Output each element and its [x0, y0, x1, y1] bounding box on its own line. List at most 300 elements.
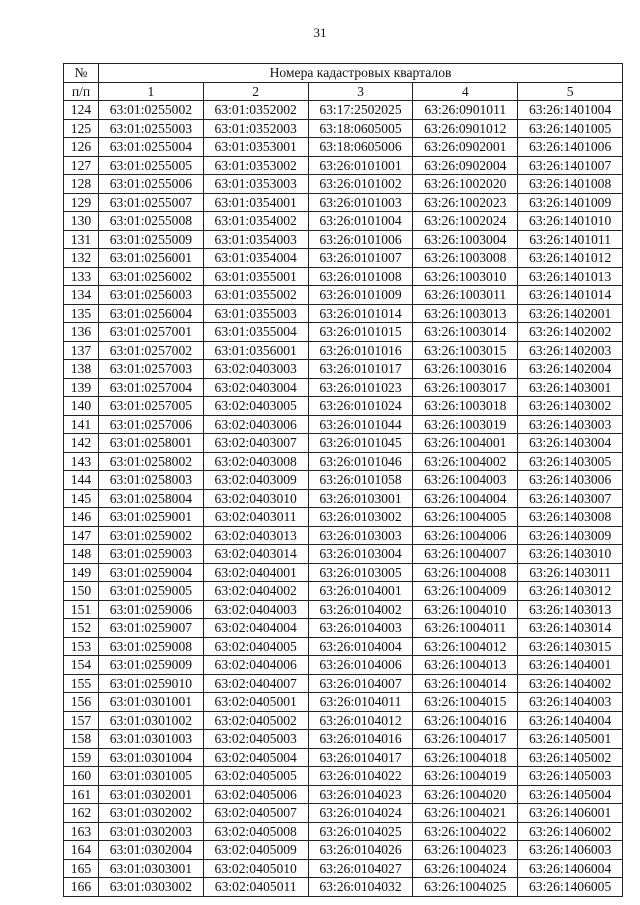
cadastral-number-cell: 63:26:1401013 — [518, 267, 623, 286]
cadastral-number-cell: 63:26:1401012 — [518, 249, 623, 268]
row-number-cell: 141 — [64, 415, 99, 434]
cadastral-number-cell: 63:26:1403011 — [518, 563, 623, 582]
cadastral-number-cell: 63:01:0258001 — [99, 434, 204, 453]
row-number-cell: 125 — [64, 119, 99, 138]
table-row — [64, 508, 623, 527]
cadastral-number-cell: 63:26:0104003 — [308, 619, 413, 638]
cadastral-number-cell: 63:01:0259008 — [99, 637, 204, 656]
cadastral-number-cell: 63:01:0259009 — [99, 656, 204, 675]
cadastral-number-cell: 63:01:0302001 — [99, 785, 204, 804]
cadastral-number-cell: 63:26:0101014 — [308, 304, 413, 323]
cadastral-number-cell: 63:02:0404004 — [203, 619, 308, 638]
cadastral-number-cell: 63:26:0104016 — [308, 730, 413, 749]
cadastral-number-cell: 63:26:1004015 — [413, 693, 518, 712]
table-row — [64, 859, 623, 878]
cadastral-number-cell: 63:26:1004004 — [413, 489, 518, 508]
cadastral-number-cell: 63:26:1004012 — [413, 637, 518, 656]
header-group-title: Номера кадастровых кварталов — [99, 64, 623, 83]
cadastral-number-cell: 63:26:1004010 — [413, 600, 518, 619]
cadastral-number-cell: 63:26:1403003 — [518, 415, 623, 434]
cadastral-number-cell: 63:26:1003014 — [413, 323, 518, 342]
cadastral-number-cell: 63:26:1003018 — [413, 397, 518, 416]
cadastral-number-cell: 63:26:1405003 — [518, 767, 623, 786]
cadastral-number-cell: 63:18:0605005 — [308, 119, 413, 138]
table-row — [64, 563, 623, 582]
cadastral-number-cell: 63:26:1403013 — [518, 600, 623, 619]
cadastral-number-cell: 63:26:1406004 — [518, 859, 623, 878]
cadastral-number-cell: 63:26:1004022 — [413, 822, 518, 841]
cadastral-number-cell: 63:26:1406005 — [518, 878, 623, 897]
cadastral-number-cell: 63:26:1402003 — [518, 341, 623, 360]
cadastral-number-cell: 63:01:0259010 — [99, 674, 204, 693]
cadastral-number-cell: 63:26:0101046 — [308, 452, 413, 471]
row-number-cell: 143 — [64, 452, 99, 471]
cadastral-number-cell: 63:26:0104024 — [308, 804, 413, 823]
cadastral-number-cell: 63:26:1404001 — [518, 656, 623, 675]
cadastral-number-cell: 63:01:0256004 — [99, 304, 204, 323]
row-number-cell: 146 — [64, 508, 99, 527]
row-number-cell: 155 — [64, 674, 99, 693]
table-row — [64, 397, 623, 416]
row-number-cell: 149 — [64, 563, 99, 582]
cadastral-number-cell: 63:02:0403004 — [203, 378, 308, 397]
row-number-cell: 154 — [64, 656, 99, 675]
cadastral-number-cell: 63:01:0355002 — [203, 286, 308, 305]
cadastral-number-cell: 63:26:1401010 — [518, 212, 623, 231]
row-number-cell: 136 — [64, 323, 99, 342]
cadastral-number-cell: 63:26:0103005 — [308, 563, 413, 582]
cadastral-number-cell: 63:02:0405006 — [203, 785, 308, 804]
cadastral-number-cell: 63:26:1403004 — [518, 434, 623, 453]
cadastral-number-cell: 63:18:0605006 — [308, 138, 413, 157]
cadastral-number-cell: 63:01:0354001 — [203, 193, 308, 212]
cadastral-number-cell: 63:01:0301004 — [99, 748, 204, 767]
table-row — [64, 822, 623, 841]
cadastral-number-cell: 63:01:0353002 — [203, 156, 308, 175]
cadastral-number-cell: 63:01:0257001 — [99, 323, 204, 342]
cadastral-number-cell: 63:01:0257002 — [99, 341, 204, 360]
header-row-top — [64, 64, 623, 83]
cadastral-number-cell: 63:26:1404002 — [518, 674, 623, 693]
cadastral-number-cell: 63:26:1403012 — [518, 582, 623, 601]
cadastral-number-cell: 63:26:0104006 — [308, 656, 413, 675]
cadastral-number-cell: 63:26:1003004 — [413, 230, 518, 249]
table-row — [64, 489, 623, 508]
cadastral-number-cell: 63:26:0104023 — [308, 785, 413, 804]
cadastral-number-cell: 63:26:1004008 — [413, 563, 518, 582]
column-number: 2 — [203, 82, 308, 101]
row-number-cell: 159 — [64, 748, 99, 767]
cadastral-number-cell: 63:26:1004025 — [413, 878, 518, 897]
row-number-cell: 150 — [64, 582, 99, 601]
table-row — [64, 471, 623, 490]
cadastral-number-cell: 63:01:0302004 — [99, 841, 204, 860]
cadastral-number-cell: 63:26:1401014 — [518, 286, 623, 305]
cadastral-number-cell: 63:26:1002020 — [413, 175, 518, 194]
table-row — [64, 600, 623, 619]
cadastral-number-cell: 63:26:1004003 — [413, 471, 518, 490]
row-number-cell: 138 — [64, 360, 99, 379]
cadastral-number-cell: 63:26:0104027 — [308, 859, 413, 878]
cadastral-number-cell: 63:02:0405011 — [203, 878, 308, 897]
cadastral-number-cell: 63:02:0405002 — [203, 711, 308, 730]
cadastral-number-cell: 63:26:1403010 — [518, 545, 623, 564]
cadastral-number-cell: 63:01:0255003 — [99, 119, 204, 138]
row-number-cell: 158 — [64, 730, 99, 749]
cadastral-number-cell: 63:26:0101017 — [308, 360, 413, 379]
header-no: № — [64, 64, 99, 83]
cadastral-number-cell: 63:01:0255004 — [99, 138, 204, 157]
table-row — [64, 526, 623, 545]
cadastral-number-cell: 63:26:0104002 — [308, 600, 413, 619]
table-row — [64, 878, 623, 897]
cadastral-number-cell: 63:01:0352002 — [203, 101, 308, 120]
cadastral-number-cell: 63:01:0256003 — [99, 286, 204, 305]
table-row — [64, 230, 623, 249]
row-number-cell: 147 — [64, 526, 99, 545]
cadastral-number-cell: 63:26:1002023 — [413, 193, 518, 212]
table-row — [64, 360, 623, 379]
cadastral-number-cell: 63:26:0103003 — [308, 526, 413, 545]
cadastral-number-cell: 63:02:0404001 — [203, 563, 308, 582]
cadastral-number-cell: 63:26:0101001 — [308, 156, 413, 175]
cadastral-number-cell: 63:26:1003008 — [413, 249, 518, 268]
cadastral-number-cell: 63:01:0301005 — [99, 767, 204, 786]
cadastral-number-cell: 63:26:0101016 — [308, 341, 413, 360]
cadastral-number-cell: 63:01:0354002 — [203, 212, 308, 231]
cadastral-number-cell: 63:26:1406002 — [518, 822, 623, 841]
cadastral-number-cell: 63:01:0353001 — [203, 138, 308, 157]
cadastral-number-cell: 63:26:0103001 — [308, 489, 413, 508]
cadastral-number-cell: 63:26:1405002 — [518, 748, 623, 767]
table-row — [64, 637, 623, 656]
cadastral-number-cell: 63:26:1401009 — [518, 193, 623, 212]
cadastral-number-cell: 63:01:0258002 — [99, 452, 204, 471]
row-number-cell: 129 — [64, 193, 99, 212]
table-row — [64, 341, 623, 360]
cadastral-number-cell: 63:26:0101008 — [308, 267, 413, 286]
cadastral-number-cell: 63:02:0403014 — [203, 545, 308, 564]
cadastral-number-cell: 63:01:0259002 — [99, 526, 204, 545]
cadastral-number-cell: 63:26:0104017 — [308, 748, 413, 767]
cadastral-number-cell: 63:26:0104026 — [308, 841, 413, 860]
cadastral-number-cell: 63:02:0404006 — [203, 656, 308, 675]
table-row — [64, 693, 623, 712]
column-number: 3 — [308, 82, 413, 101]
cadastral-number-cell: 63:01:0303001 — [99, 859, 204, 878]
cadastral-number-cell: 63:26:1004009 — [413, 582, 518, 601]
cadastral-number-cell: 63:26:1403007 — [518, 489, 623, 508]
cadastral-number-cell: 63:01:0255009 — [99, 230, 204, 249]
cadastral-number-cell: 63:26:0101015 — [308, 323, 413, 342]
cadastral-number-cell: 63:01:0355003 — [203, 304, 308, 323]
table-row — [64, 415, 623, 434]
table-row — [64, 286, 623, 305]
cadastral-number-cell: 63:26:1003015 — [413, 341, 518, 360]
cadastral-number-cell: 63:01:0255008 — [99, 212, 204, 231]
cadastral-number-cell: 63:01:0259003 — [99, 545, 204, 564]
table-row — [64, 841, 623, 860]
cadastral-number-cell: 63:26:0104025 — [308, 822, 413, 841]
cadastral-number-cell: 63:01:0257004 — [99, 378, 204, 397]
cadastral-number-cell: 63:26:0101058 — [308, 471, 413, 490]
cadastral-number-cell: 63:02:0403005 — [203, 397, 308, 416]
cadastral-number-cell: 63:26:1004006 — [413, 526, 518, 545]
cadastral-number-cell: 63:26:1004020 — [413, 785, 518, 804]
table-row — [64, 101, 623, 120]
cadastral-number-cell: 63:26:1406001 — [518, 804, 623, 823]
cadastral-number-cell: 63:26:0101002 — [308, 175, 413, 194]
cadastral-number-cell: 63:01:0354004 — [203, 249, 308, 268]
cadastral-number-cell: 63:01:0258003 — [99, 471, 204, 490]
table-row — [64, 452, 623, 471]
row-number-cell: 134 — [64, 286, 99, 305]
row-number-cell: 162 — [64, 804, 99, 823]
header-pp: п/п — [64, 82, 99, 101]
table-row — [64, 378, 623, 397]
table-body — [64, 101, 623, 897]
row-number-cell: 130 — [64, 212, 99, 231]
cadastral-number-cell: 63:26:0101044 — [308, 415, 413, 434]
cadastral-number-cell: 63:02:0403010 — [203, 489, 308, 508]
table-row — [64, 619, 623, 638]
cadastral-number-cell: 63:26:1004018 — [413, 748, 518, 767]
cadastral-number-cell: 63:26:0101023 — [308, 378, 413, 397]
cadastral-number-cell: 63:01:0255005 — [99, 156, 204, 175]
cadastral-number-cell: 63:26:0902004 — [413, 156, 518, 175]
cadastral-number-cell: 63:26:1004013 — [413, 656, 518, 675]
row-number-cell: 148 — [64, 545, 99, 564]
cadastral-number-cell: 63:01:0255002 — [99, 101, 204, 120]
cadastral-number-cell: 63:01:0257005 — [99, 397, 204, 416]
table-row — [64, 730, 623, 749]
row-number-cell: 166 — [64, 878, 99, 897]
table-row — [64, 785, 623, 804]
cadastral-number-cell: 63:26:0103004 — [308, 545, 413, 564]
cadastral-number-cell: 63:01:0353003 — [203, 175, 308, 194]
cadastral-number-cell: 63:26:0104004 — [308, 637, 413, 656]
row-number-cell: 145 — [64, 489, 99, 508]
row-number-cell: 165 — [64, 859, 99, 878]
cadastral-number-cell: 63:26:1401006 — [518, 138, 623, 157]
cadastral-number-cell: 63:26:1402002 — [518, 323, 623, 342]
cadastral-number-cell: 63:01:0356001 — [203, 341, 308, 360]
table-row — [64, 767, 623, 786]
row-number-cell: 127 — [64, 156, 99, 175]
cadastral-number-cell: 63:02:0403013 — [203, 526, 308, 545]
row-number-cell: 135 — [64, 304, 99, 323]
cadastral-number-cell: 63:02:0403007 — [203, 434, 308, 453]
cadastral-number-cell: 63:02:0405003 — [203, 730, 308, 749]
cadastral-number-cell: 63:26:1003013 — [413, 304, 518, 323]
column-number: 1 — [99, 82, 204, 101]
row-number-cell: 132 — [64, 249, 99, 268]
header-row-columns — [64, 82, 623, 101]
cadastral-number-cell: 63:01:0355001 — [203, 267, 308, 286]
row-number-cell: 161 — [64, 785, 99, 804]
row-number-cell: 151 — [64, 600, 99, 619]
cadastral-number-cell: 63:26:0101006 — [308, 230, 413, 249]
cadastral-number-cell: 63:26:1004014 — [413, 674, 518, 693]
table-row — [64, 119, 623, 138]
cadastral-number-cell: 63:26:0901011 — [413, 101, 518, 120]
row-number-cell: 156 — [64, 693, 99, 712]
cadastral-number-cell: 63:26:1405004 — [518, 785, 623, 804]
cadastral-number-cell: 63:26:1403008 — [518, 508, 623, 527]
cadastral-number-cell: 63:26:1003010 — [413, 267, 518, 286]
table-row — [64, 212, 623, 231]
table-row — [64, 304, 623, 323]
row-number-cell: 140 — [64, 397, 99, 416]
cadastral-number-cell: 63:01:0258004 — [99, 489, 204, 508]
cadastral-number-cell: 63:26:1004021 — [413, 804, 518, 823]
page-number: 31 — [313, 25, 327, 40]
row-number-cell: 152 — [64, 619, 99, 638]
cadastral-number-cell: 63:02:0404003 — [203, 600, 308, 619]
cadastral-number-cell: 63:26:0104032 — [308, 878, 413, 897]
row-number-cell: 126 — [64, 138, 99, 157]
row-number-cell: 153 — [64, 637, 99, 656]
cadastral-number-cell: 63:26:1004002 — [413, 452, 518, 471]
cadastral-quarters-table — [63, 63, 623, 897]
cadastral-number-cell: 63:26:1004007 — [413, 545, 518, 564]
cadastral-number-cell: 63:26:1403006 — [518, 471, 623, 490]
row-number-cell: 157 — [64, 711, 99, 730]
table-row — [64, 674, 623, 693]
cadastral-number-cell: 63:02:0405004 — [203, 748, 308, 767]
cadastral-number-cell: 63:26:1403015 — [518, 637, 623, 656]
cadastral-number-cell: 63:26:1003017 — [413, 378, 518, 397]
cadastral-number-cell: 63:26:0902001 — [413, 138, 518, 157]
table-row — [64, 656, 623, 675]
cadastral-number-cell: 63:26:1401005 — [518, 119, 623, 138]
cadastral-number-cell: 63:26:0101045 — [308, 434, 413, 453]
cadastral-number-cell: 63:01:0302003 — [99, 822, 204, 841]
cadastral-number-cell: 63:26:1004017 — [413, 730, 518, 749]
cadastral-number-cell: 63:02:0405001 — [203, 693, 308, 712]
table-row — [64, 138, 623, 157]
cadastral-number-cell: 63:02:0403008 — [203, 452, 308, 471]
cadastral-number-cell: 63:01:0354003 — [203, 230, 308, 249]
cadastral-number-cell: 63:26:1402004 — [518, 360, 623, 379]
row-number-cell: 124 — [64, 101, 99, 120]
cadastral-number-cell: 63:26:1003019 — [413, 415, 518, 434]
row-number-cell: 144 — [64, 471, 99, 490]
cadastral-number-cell: 63:26:1401007 — [518, 156, 623, 175]
table-row — [64, 249, 623, 268]
cadastral-number-cell: 63:02:0403006 — [203, 415, 308, 434]
cadastral-number-cell: 63:26:1401008 — [518, 175, 623, 194]
cadastral-number-cell: 63:26:1404004 — [518, 711, 623, 730]
cadastral-number-cell: 63:26:1403001 — [518, 378, 623, 397]
cadastral-number-cell: 63:26:1403005 — [518, 452, 623, 471]
cadastral-number-cell: 63:02:0404002 — [203, 582, 308, 601]
cadastral-number-cell: 63:01:0352003 — [203, 119, 308, 138]
cadastral-number-cell: 63:26:0101007 — [308, 249, 413, 268]
row-number-cell: 164 — [64, 841, 99, 860]
cadastral-number-cell: 63:26:1004011 — [413, 619, 518, 638]
row-number-cell: 131 — [64, 230, 99, 249]
cadastral-number-cell: 63:01:0303002 — [99, 878, 204, 897]
cadastral-number-cell: 63:01:0302002 — [99, 804, 204, 823]
row-number-cell: 137 — [64, 341, 99, 360]
table-row — [64, 582, 623, 601]
cadastral-number-cell: 63:26:1003016 — [413, 360, 518, 379]
cadastral-number-cell: 63:01:0301001 — [99, 693, 204, 712]
cadastral-number-cell: 63:01:0259001 — [99, 508, 204, 527]
column-number: 4 — [413, 82, 518, 101]
table-row — [64, 156, 623, 175]
cadastral-number-cell: 63:26:1405001 — [518, 730, 623, 749]
cadastral-number-cell: 63:26:1004019 — [413, 767, 518, 786]
table-row — [64, 193, 623, 212]
cadastral-number-cell: 63:02:0405007 — [203, 804, 308, 823]
cadastral-number-cell: 63:26:1003011 — [413, 286, 518, 305]
cadastral-number-cell: 63:01:0355004 — [203, 323, 308, 342]
row-number-cell: 142 — [64, 434, 99, 453]
table-row — [64, 545, 623, 564]
cadastral-number-cell: 63:02:0405010 — [203, 859, 308, 878]
cadastral-number-cell: 63:26:1401004 — [518, 101, 623, 120]
row-number-cell: 133 — [64, 267, 99, 286]
cadastral-number-cell: 63:02:0404007 — [203, 674, 308, 693]
table-row — [64, 711, 623, 730]
cadastral-number-cell: 63:26:0101003 — [308, 193, 413, 212]
cadastral-number-cell: 63:01:0301002 — [99, 711, 204, 730]
cadastral-number-cell: 63:01:0259006 — [99, 600, 204, 619]
cadastral-number-cell: 63:01:0257006 — [99, 415, 204, 434]
cadastral-number-cell: 63:02:0405008 — [203, 822, 308, 841]
table-row — [64, 434, 623, 453]
cadastral-number-cell: 63:26:1402001 — [518, 304, 623, 323]
cadastral-number-cell: 63:26:1004016 — [413, 711, 518, 730]
cadastral-number-cell: 63:02:0404005 — [203, 637, 308, 656]
cadastral-number-cell: 63:02:0403009 — [203, 471, 308, 490]
cadastral-number-cell: 63:26:0101004 — [308, 212, 413, 231]
row-number-cell: 128 — [64, 175, 99, 194]
cadastral-number-cell: 63:02:0405009 — [203, 841, 308, 860]
cadastral-number-cell: 63:02:0403003 — [203, 360, 308, 379]
cadastral-number-cell: 63:26:0104012 — [308, 711, 413, 730]
table-row — [64, 748, 623, 767]
cadastral-number-cell: 63:01:0259004 — [99, 563, 204, 582]
cadastral-number-cell: 63:01:0256001 — [99, 249, 204, 268]
cadastral-number-cell: 63:01:0256002 — [99, 267, 204, 286]
cadastral-number-cell: 63:26:1004024 — [413, 859, 518, 878]
table-row — [64, 175, 623, 194]
cadastral-number-cell: 63:02:0405005 — [203, 767, 308, 786]
cadastral-number-cell: 63:01:0259007 — [99, 619, 204, 638]
cadastral-number-cell: 63:26:1403014 — [518, 619, 623, 638]
cadastral-number-cell: 63:26:1403002 — [518, 397, 623, 416]
cadastral-number-cell: 63:01:0301003 — [99, 730, 204, 749]
column-number: 5 — [518, 82, 623, 101]
cadastral-number-cell: 63:26:1403009 — [518, 526, 623, 545]
cadastral-number-cell: 63:17:2502025 — [308, 101, 413, 120]
cadastral-number-cell: 63:26:1404003 — [518, 693, 623, 712]
cadastral-number-cell: 63:26:1401011 — [518, 230, 623, 249]
cadastral-number-cell: 63:26:0104022 — [308, 767, 413, 786]
cadastral-number-cell: 63:26:0103002 — [308, 508, 413, 527]
cadastral-number-cell: 63:01:0255007 — [99, 193, 204, 212]
cadastral-number-cell: 63:26:0101024 — [308, 397, 413, 416]
cadastral-number-cell: 63:26:0101009 — [308, 286, 413, 305]
cadastral-number-cell: 63:26:0104011 — [308, 693, 413, 712]
row-number-cell: 163 — [64, 822, 99, 841]
cadastral-number-cell: 63:01:0257003 — [99, 360, 204, 379]
cadastral-number-cell: 63:26:0104001 — [308, 582, 413, 601]
cadastral-number-cell: 63:26:1002024 — [413, 212, 518, 231]
